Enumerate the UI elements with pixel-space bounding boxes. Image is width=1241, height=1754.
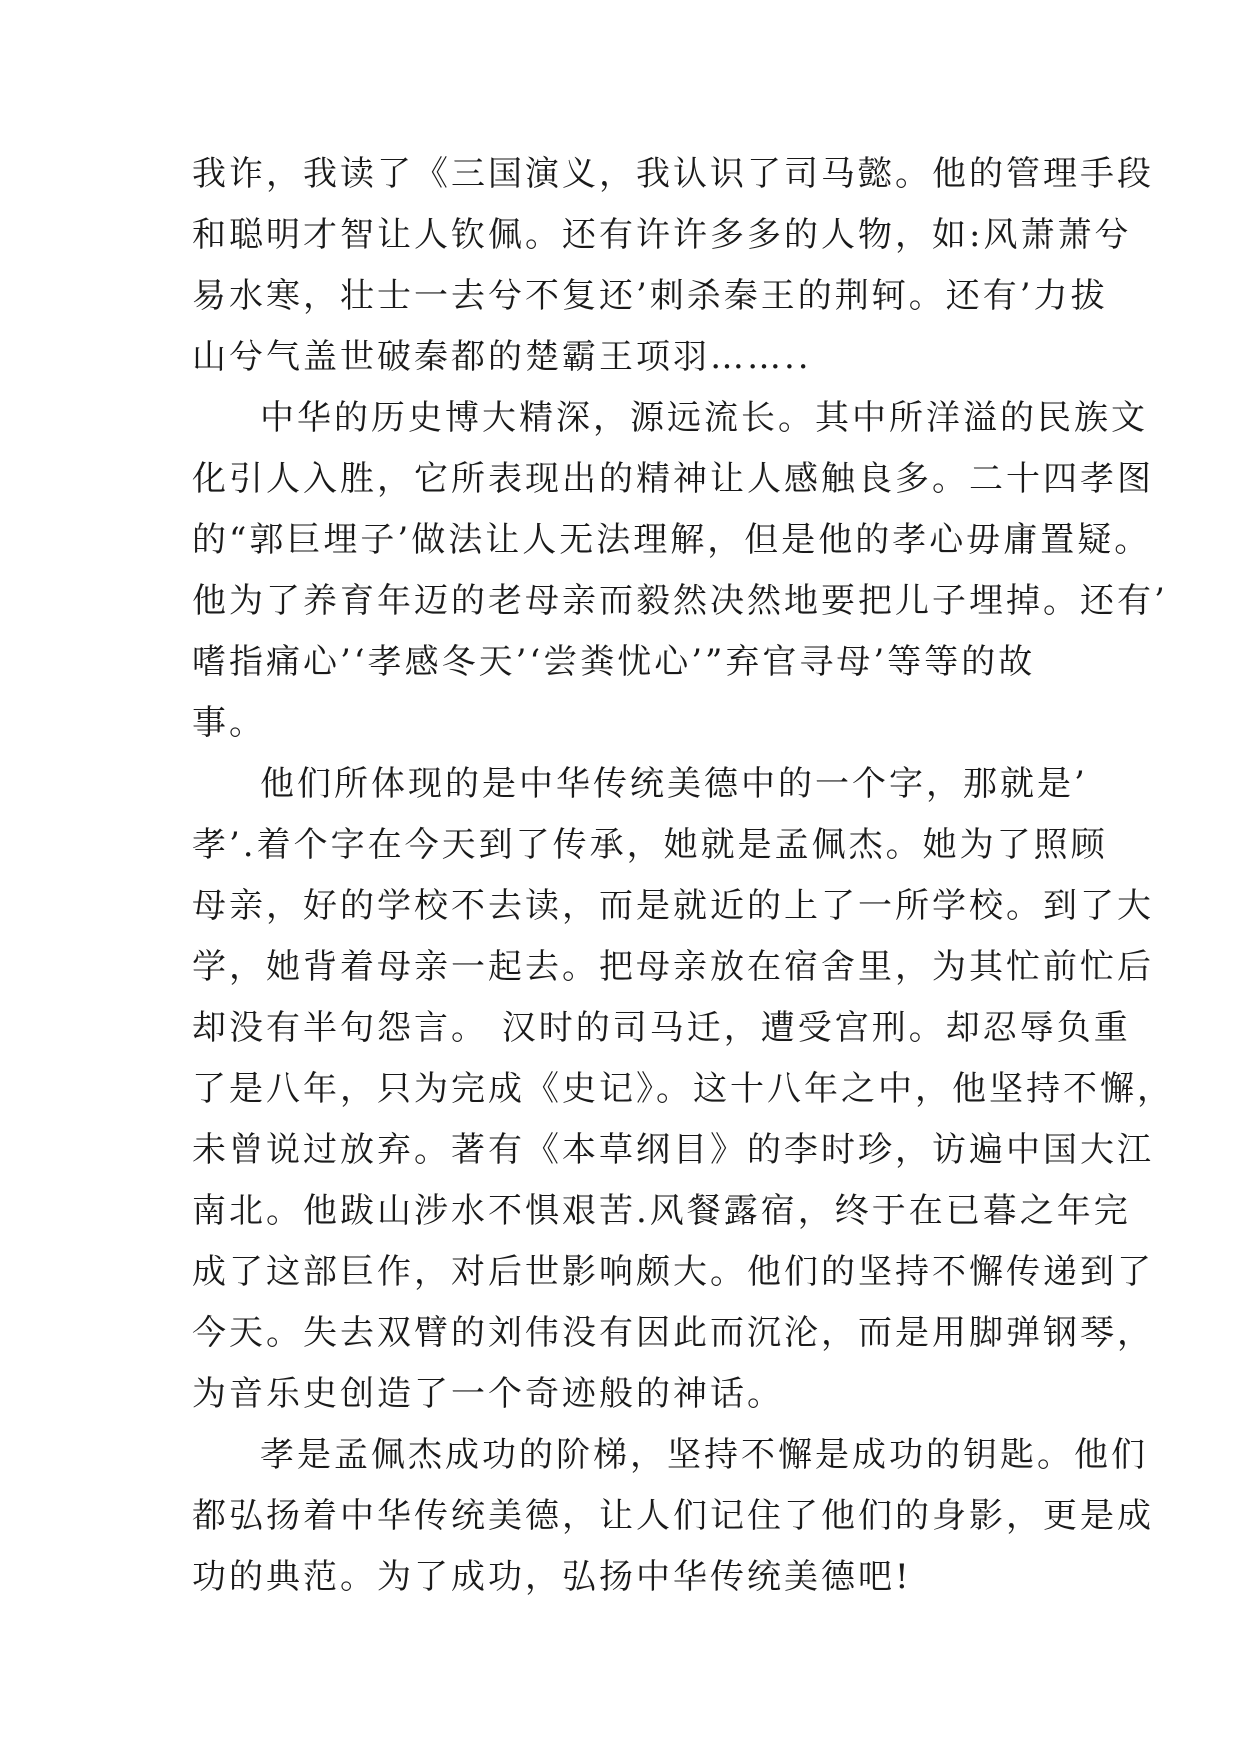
paragraph-1 — [192, 144, 1154, 388]
paragraph-3 — [192, 754, 1174, 1425]
text-line: 易水寒，壮士一去兮不复还’刺杀秦王的荆轲。还有’力拔 — [192, 276, 1108, 316]
text-line: 未曾说过放弃。著有《本草纲目》的李时珍，访遍中国大江 — [192, 1130, 1154, 1170]
text-line: 为音乐史创造了一个奇迹般的神话。 — [192, 1374, 784, 1414]
text-line: 孝是孟佩杰成功的阶梯，坚持不懈是成功的钥匙。他们 — [260, 1435, 1148, 1475]
paragraph-2 — [192, 388, 1168, 754]
text-line: 山兮气盖世破秦都的楚霸王项羽…….. — [192, 337, 812, 377]
text-line: 孝’.着个字在今天到了传承，她就是孟佩杰。她为了照顾 — [192, 825, 1108, 865]
paragraph-4 — [192, 1425, 1154, 1608]
text-line: 今天。失去双臂的刘伟没有因此而沉沦，而是用脚弹钢琴， — [192, 1313, 1154, 1353]
text-line: 化引人入胜，它所表现出的精神让人感触良多。二十四孝图 — [192, 459, 1154, 499]
text-line: 事。 — [192, 703, 266, 743]
text-line: 了是八年，只为完成《史记》。这十八年之中，他坚持不懈， — [192, 1069, 1174, 1109]
text-line: 却没有半句怨言。 汉时的司马迁，遭受宫刑。却忍辱负重 — [192, 1008, 1131, 1048]
text-line: 嗜指痛心’‘孝感冬天’‘尝粪忧心’”弃官寻母’等等的故 — [192, 642, 1036, 682]
text-line: 成了这部巨作，对后世影响颇大。他们的坚持不懈传递到了 — [192, 1252, 1154, 1292]
text-line: 中华的历史博大精深，源远流长。其中所洋溢的民族文 — [260, 398, 1148, 438]
text-line: 母亲，好的学校不去读，而是就近的上了一所学校。到了大 — [192, 886, 1154, 926]
text-line: 他们所体现的是中华传统美德中的一个字，那就是’ — [260, 764, 1088, 804]
text-line: 学，她背着母亲一起去。把母亲放在宿舍里，为其忙前忙后 — [192, 947, 1154, 987]
text-line: 南北。他跋山涉水不惧艰苦.风餐露宿，终于在已暮之年完 — [192, 1191, 1131, 1231]
text-line: 都弘扬着中华传统美德，让人们记住了他们的身影，更是成 — [192, 1496, 1154, 1536]
text-line: 我诈，我读了《三国演义，我认识了司马懿。他的管理手段 — [192, 154, 1154, 194]
text-line: 和聪明才智让人钦佩。还有许许多多的人物，如:风萧萧兮 — [192, 215, 1132, 255]
text-line: 功的典范。为了成功，弘扬中华传统美德吧! — [192, 1557, 912, 1597]
document-body — [192, 144, 1174, 1608]
text-line: 他为了养育年迈的老母亲而毅然决然地要把儿子埋掉。还有’ — [192, 581, 1168, 621]
text-line: 的“郭巨埋子’做法让人无法理解，但是他的孝心毋庸置疑。 — [192, 520, 1152, 560]
